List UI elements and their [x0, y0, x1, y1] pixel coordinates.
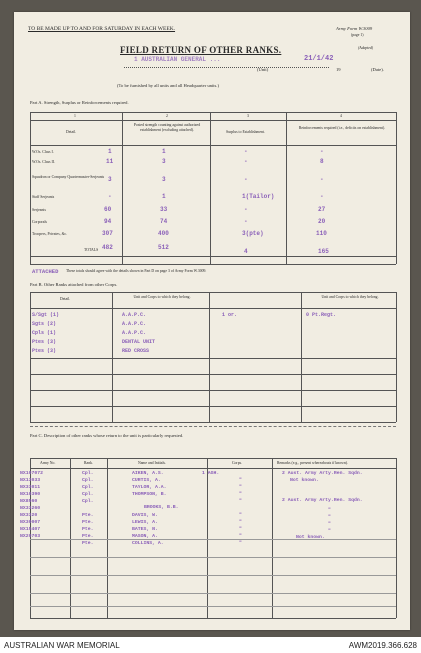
partC-row-corps: 1 AGH. — [202, 471, 220, 476]
partB-row-detail: Sgts (2) — [32, 321, 57, 327]
partB-row-c3: 1 or. — [222, 312, 238, 318]
partA-row-c1: 60 — [104, 206, 112, 213]
partC-row-corps: " — [239, 520, 242, 525]
partC-row-rank: Pte. — [82, 527, 94, 532]
partA-row-c1: 11 — [106, 158, 114, 165]
partC-row-no: NX15407 — [20, 527, 41, 532]
partC-row-no: NX10390 — [20, 492, 41, 497]
partC-row-no: NX33011 — [20, 485, 41, 490]
form-page — [14, 12, 410, 630]
partC-heading: Part C. Description of other ranks whose return to the unit is particularly requested. — [30, 433, 184, 438]
partC-row-rank: Pte. — [82, 541, 94, 546]
partA-header-surplus: Surplus to Establishment. — [226, 130, 265, 134]
partA-row-c2: 3 — [162, 176, 166, 183]
colnum-3: 3 — [247, 114, 249, 118]
partA-row-c3: - — [244, 176, 248, 183]
partC-row-name: BATES, N. — [132, 527, 158, 532]
partC-row-corps: " — [239, 499, 242, 504]
partC-row-remarks: Not known. — [296, 535, 325, 540]
partA-row-c3: - — [244, 148, 248, 155]
totals-c4: 165 — [318, 248, 329, 255]
totals-c1: 482 — [102, 244, 113, 251]
partA-header-reinf: Reinforcements required (i.e., deficits on establishment). — [298, 126, 386, 130]
partA-header-detail: Detail. — [66, 130, 77, 134]
partC-row-rank: Pte. — [82, 534, 94, 539]
partC-row-corps: " — [239, 541, 242, 546]
partB-row-detail: S/Sgt (1) — [32, 312, 60, 318]
form-number: Army Form W.3009 — [336, 26, 373, 31]
attached-stamp: ATTACHED — [32, 268, 59, 275]
partC-row-no: NX3320 — [20, 513, 38, 518]
partA-row-detail: W.Os. Class I. — [32, 150, 54, 154]
partC-row-no: NX107072 — [20, 471, 44, 476]
totals-c3: 4 — [244, 248, 248, 255]
partA-row-c4: 8 — [320, 158, 324, 165]
top-note: TO BE MADE UP TO AND FOR SATURDAY IN EACH WEEK. — [28, 26, 176, 32]
partC-row-rank: Pte. — [82, 520, 94, 525]
partA-row-detail: Staff Serjeants — [32, 195, 55, 199]
partB-row-unit: DENTAL UNIT — [122, 339, 156, 345]
partA-row-c1: - — [108, 193, 112, 200]
partC-row-rank: Cpl. — [82, 492, 94, 497]
partB-row-detail: Ptes (3) — [32, 348, 57, 354]
partC-row-remarks: " — [328, 529, 331, 534]
colnum-1: 1 — [74, 114, 76, 118]
partC-row-name: DAVIS, W. — [132, 513, 158, 518]
partC-row-name: AIKEN, A.S. — [132, 471, 164, 476]
partC-header-name: Name and Initials. — [138, 461, 166, 465]
partA-row-c1: 1 — [108, 148, 112, 155]
partC-row-remarks: " — [328, 508, 331, 513]
partA-row-c3: 1(Tailor) — [242, 193, 275, 200]
partB-header-unit: Unit and Corps to which they belong. — [133, 295, 191, 299]
partC-row-name: BROOKS, B.B. — [144, 505, 179, 510]
partA-row-detail: Troopers, Privates, &c. — [32, 232, 68, 236]
partB-row-detail: Cpls (1) — [32, 330, 57, 336]
partA-row-c1: 94 — [104, 218, 112, 225]
totals-label: TOTALS — [84, 248, 99, 252]
partB-row-unit: A.A.P.C. — [122, 312, 147, 318]
partC-row-corps: " — [239, 534, 242, 539]
partC-row-name: MASON, A. — [132, 534, 158, 539]
partC-row-no: NX20703 — [20, 534, 41, 539]
totals-c2: 512 — [158, 244, 169, 251]
partA-row-detail: Corporals — [32, 220, 47, 224]
partA-header-posted: Posted strength counting against authorized establishment (excluding attached). — [133, 123, 201, 132]
partB-row-c4: 0 Pt.Regt. — [306, 312, 337, 318]
partB-header-unit-2: Unit and Corps to which they belong. — [321, 295, 379, 299]
partC-header-remarks: Remarks (e.g., present whereabouts if known). — [277, 461, 348, 465]
section-divider — [30, 426, 396, 427]
partC-row-rank: Cpl. — [82, 499, 94, 504]
unit-line — [124, 67, 329, 68]
partA-row-c3: 3(pte) — [242, 230, 264, 237]
partA-row-detail: Squadron or Company Quartermaster-Serjeants — [32, 175, 105, 179]
partC-row-remarks: " — [328, 522, 331, 527]
partA-row-c2: 74 — [160, 218, 168, 225]
colnum-2: 2 — [166, 114, 168, 118]
page-label: (page 1) — [351, 33, 364, 37]
partC-row-name: TAYLOR, A.A. — [132, 485, 167, 490]
partC-row-corps: " — [239, 485, 242, 490]
furnish-note: (To be furnished by all units and all Headquarter units.) — [117, 83, 219, 88]
date-stamp: 21/1/42 — [304, 55, 334, 63]
partC-row-rank: Cpl. — [82, 471, 94, 476]
partA-row-c2: 1 — [162, 148, 166, 155]
partA-row-c3: - — [244, 218, 248, 225]
partB-row-detail: Ptes (3) — [32, 339, 57, 345]
partA-row-detail: W.Os. Class II. — [32, 160, 55, 164]
partB-row-unit: A.A.P.C. — [122, 330, 147, 336]
partA-row-detail: Serjeants — [32, 208, 46, 212]
partA-heading: Part A. Strength, Surplus or Reinforcements required. — [30, 100, 129, 105]
partA-row-c1: 307 — [102, 230, 113, 237]
footer-left: AUSTRALIAN WAR MEMORIAL — [4, 641, 120, 650]
partA-row-c4: 27 — [318, 206, 326, 213]
partC-row-remarks: Not known. — [290, 478, 319, 483]
year-label: 19 — [336, 67, 341, 72]
partC-row-no: NX8560 — [20, 499, 38, 504]
attached-note: These totals should agree with the details shown in Part D on page 3 of Army Form W.3009. — [66, 269, 207, 273]
partA-row-c4: - — [320, 176, 324, 183]
partA-row-c4: 20 — [318, 218, 326, 225]
partA-row-c1: 3 — [108, 176, 112, 183]
partC-header-corps: Corps. — [232, 461, 243, 465]
partA-row-c2: 1 — [162, 193, 166, 200]
partC-row-corps: " — [239, 513, 242, 518]
partC-row-name: THOMPSON, B. — [132, 492, 167, 497]
partC-row-no: NX13033 — [20, 478, 41, 483]
partC-row-name: CURTIS, A. — [132, 478, 161, 483]
partC-row-name: COLLINS, A. — [132, 541, 164, 546]
unit-label: (Unit) — [257, 67, 269, 72]
partC-row-rank: Pte. — [82, 513, 94, 518]
footer-right: AWM2019.366.628 — [348, 641, 417, 650]
partA-row-c2: 33 — [160, 206, 168, 213]
partA-row-c3: - — [244, 206, 248, 213]
partC-row-rank: Cpl. — [82, 485, 94, 490]
partC-row-no: NX30007 — [20, 520, 41, 525]
partB-row-unit: A.A.P.C. — [122, 321, 147, 327]
partC-row-name: LEWIS, A. — [132, 520, 158, 525]
footer-bar — [0, 637, 421, 653]
partC-row-remarks: " — [328, 515, 331, 520]
partA-row-c3: - — [244, 158, 248, 165]
adapted-label: (Adapted) — [358, 46, 374, 50]
partB-heading: Part B. Other Ranks attached from other Corps. — [30, 282, 118, 287]
colnum-4: 4 — [340, 114, 342, 118]
unit-stamp: 1 AUSTRALIAN GENERAL ... — [134, 56, 221, 63]
partC-header-rank: Rank. — [84, 461, 93, 465]
partA-row-c4: - — [320, 148, 324, 155]
partA-row-c2: 400 — [158, 230, 169, 237]
partC-header-no: Army No. — [40, 461, 56, 465]
partA-row-c2: 3 — [162, 158, 166, 165]
partA-row-c4: - — [320, 193, 324, 200]
partB-row-unit: RED CROSS — [122, 348, 150, 354]
form-title: FIELD RETURN OF OTHER RANKS. — [120, 45, 282, 55]
partC-row-corps: " — [239, 492, 242, 497]
partA-row-c4: 110 — [316, 230, 327, 237]
date-label: (Date). — [371, 67, 384, 72]
partB-header-detail: Detail. — [60, 297, 71, 301]
partC-row-remarks: 2 Aust. Army Arty.Ren. Sqdn. — [282, 498, 363, 503]
partC-row-corps: " — [239, 478, 242, 483]
partC-row-remarks: 2 Aust. Army Arty.Ren. Sqdn. — [282, 471, 363, 476]
partC-row-corps: " — [239, 527, 242, 532]
partC-row-no: NX33260 — [20, 506, 41, 511]
partC-row-rank: Cpl. — [82, 478, 94, 483]
